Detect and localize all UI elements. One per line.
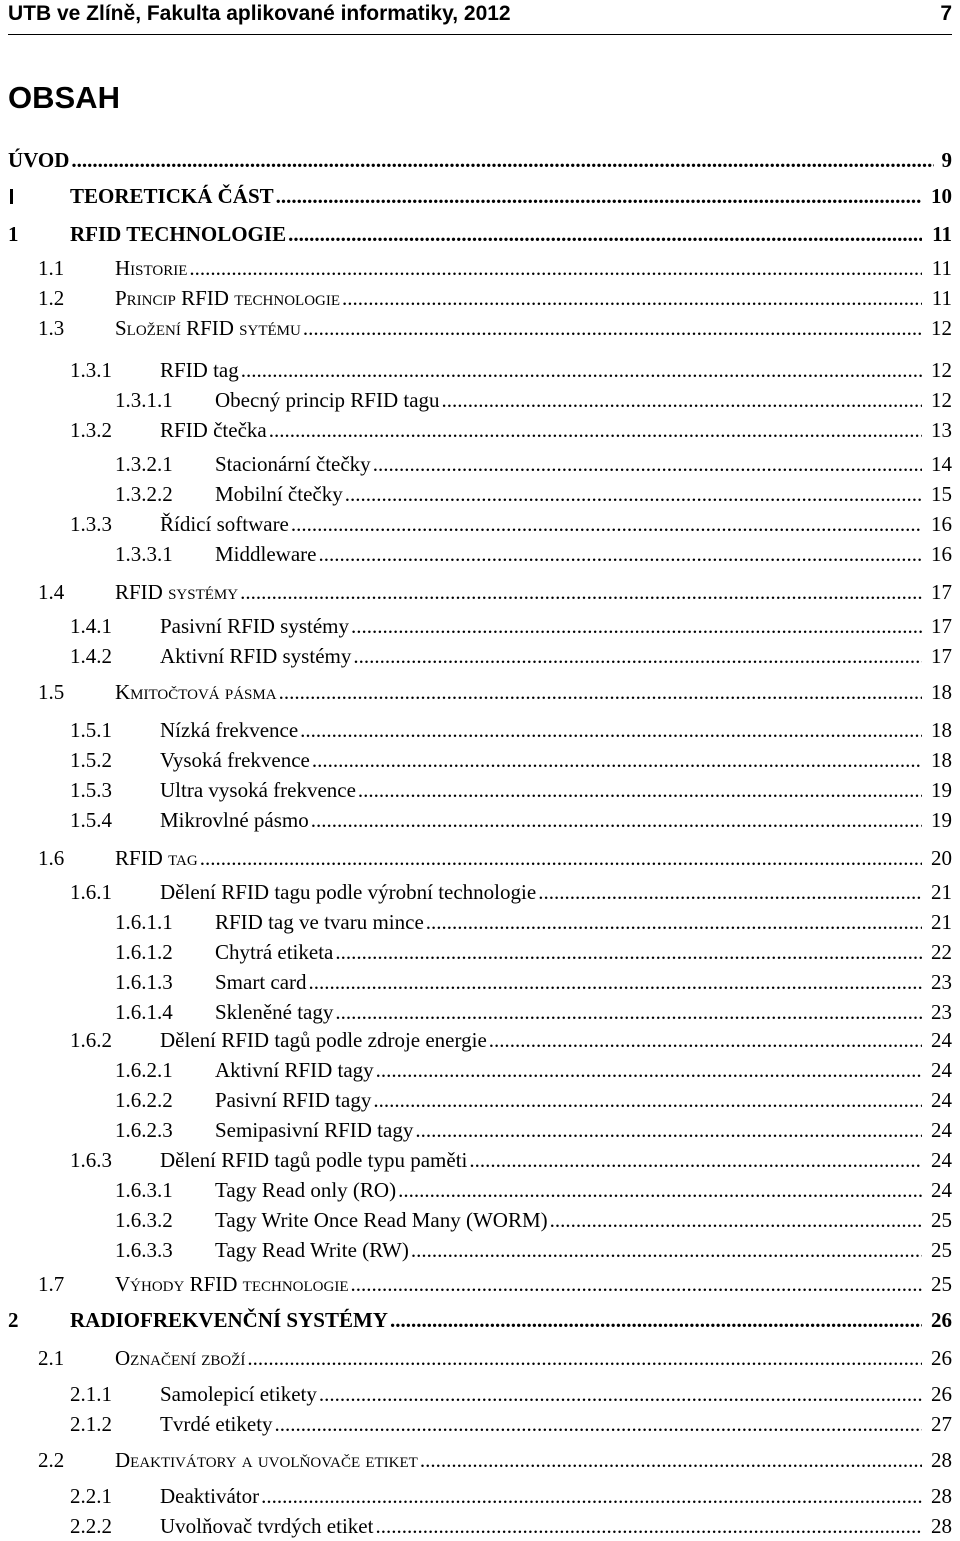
- toc-entry-title: RFID systémy: [115, 580, 239, 604]
- toc-dot-leader: [300, 715, 922, 745]
- toc-dot-leader: [442, 385, 922, 415]
- toc-entry-page: 28: [931, 1484, 952, 1508]
- toc-entry-page: 27: [931, 1412, 952, 1436]
- toc-entry[interactable]: [0, 967, 952, 997]
- toc-entry[interactable]: [0, 715, 952, 745]
- toc-entry-number: 1.6.1.2: [115, 940, 173, 964]
- toc-entry-number: 1.6.1.1: [115, 910, 173, 934]
- toc-entry-title: Tvrdé etikety: [160, 1412, 273, 1436]
- toc-dot-leader: [311, 805, 922, 835]
- toc-entry-number: 1.3.1.1: [115, 388, 173, 412]
- toc-entry-title: Samolepicí etikety: [160, 1382, 317, 1406]
- toc-entry-title: Dělení RFID tagu podle výrobní technologie: [160, 880, 537, 904]
- toc-entry[interactable]: [0, 1235, 952, 1265]
- toc-entry-number: 1.6.2.1: [115, 1058, 173, 1082]
- toc-entry[interactable]: [0, 1205, 952, 1235]
- toc-dot-leader: [261, 1481, 922, 1511]
- toc-entry-page: 17: [931, 580, 952, 604]
- toc-entry-number: 1.3.2.2: [115, 482, 173, 506]
- toc-entry[interactable]: [0, 937, 952, 967]
- toc-entry-number: 1.3.3: [70, 512, 112, 536]
- toc-entry-number: 1.1: [38, 256, 65, 280]
- toc-entry-page: 13: [931, 418, 952, 442]
- toc-entry-page: 24: [931, 1058, 952, 1082]
- toc-entry-title: Nízká frekvence: [160, 718, 299, 742]
- toc-entry-title: Řídicí software: [160, 512, 289, 536]
- toc-entry[interactable]: [0, 745, 952, 775]
- toc-entry[interactable]: [0, 313, 952, 343]
- toc-entry-page: 18: [931, 718, 952, 742]
- toc-entry-number: 2.1: [38, 1346, 65, 1370]
- toc-entry-page: 24: [931, 1088, 952, 1112]
- toc-entry[interactable]: [0, 641, 952, 671]
- toc-dot-leader: [353, 641, 922, 671]
- toc-dot-leader: [241, 355, 922, 385]
- toc-entry-number: 1.4.2: [70, 644, 112, 668]
- toc-entry-title: Skleněné tagy: [215, 1000, 334, 1024]
- toc-dot-leader: [276, 181, 922, 211]
- toc-entry-number: 1.5.4: [70, 808, 112, 832]
- header-page-number: 7: [940, 2, 952, 25]
- toc-dot-leader: [247, 1343, 922, 1373]
- toc-entry-title: RFID čtečka: [160, 418, 267, 442]
- toc-dot-leader: [335, 937, 922, 967]
- toc-entry-page: 15: [931, 482, 952, 506]
- toc-entry-page: 18: [931, 748, 952, 772]
- toc-entry-number: 1.3: [38, 316, 65, 340]
- toc-dot-leader: [288, 219, 922, 249]
- toc-dot-leader: [489, 1025, 922, 1055]
- toc-entry-title: Princip RFID technologie: [115, 286, 341, 310]
- toc-entry[interactable]: [0, 997, 952, 1027]
- toc-entry-page: 23: [931, 1000, 952, 1024]
- toc-entry-number: 1.6.1.3: [115, 970, 173, 994]
- toc-entry-number: [10, 181, 13, 211]
- toc-entry-page: 10: [931, 184, 952, 208]
- page-title: OBSAH: [8, 80, 120, 115]
- toc-entry-page: 19: [931, 808, 952, 832]
- toc-entry-page: 21: [931, 880, 952, 904]
- toc-entry-page: 12: [931, 388, 952, 412]
- toc-entry[interactable]: [0, 415, 952, 445]
- toc-entry-number: 1.7: [38, 1272, 65, 1296]
- toc-entry-number: 1.5.3: [70, 778, 112, 802]
- toc-entry-page: 11: [932, 222, 952, 246]
- toc-entry-number: 2.2.2: [70, 1514, 112, 1538]
- toc-entry-page: 24: [931, 1028, 952, 1052]
- toc-entry-page: 17: [931, 644, 952, 668]
- toc-entry[interactable]: [0, 219, 952, 249]
- toc-entry[interactable]: [0, 449, 952, 479]
- toc-entry-title: Semipasivní RFID tagy: [215, 1118, 414, 1142]
- toc-entry-title: Vysoká frekvence: [160, 748, 310, 772]
- toc-dot-leader: [335, 997, 922, 1027]
- toc-entry[interactable]: [0, 805, 952, 835]
- toc-entry[interactable]: [0, 181, 952, 211]
- toc-dot-leader: [375, 1511, 922, 1541]
- toc-entry-title: Označení zboží: [115, 1346, 246, 1370]
- toc-entry-title: TEORETICKÁ ČÁST: [70, 184, 274, 208]
- toc-entry-title: Tagy Read only (RO): [215, 1178, 397, 1202]
- toc-entry-page: 24: [931, 1148, 952, 1172]
- toc-entry-title: Mikrovlné pásmo: [160, 808, 309, 832]
- toc-entry-page: 18: [931, 680, 952, 704]
- toc-entry-title: Deaktivátory a uvolňovače etiket: [115, 1448, 418, 1472]
- toc-entry-number: 1.3.1: [70, 358, 112, 382]
- toc-entry-title: Pasivní RFID tagy: [215, 1088, 372, 1112]
- toc-dot-leader: [538, 877, 922, 907]
- toc-entry[interactable]: [0, 843, 952, 873]
- toc-entry-number: 1.4.1: [70, 614, 112, 638]
- toc-entry-title: RFID tag: [160, 358, 239, 382]
- toc-entry-title: ÚVOD: [8, 148, 70, 172]
- toc-entry-number: 1.3.2: [70, 418, 112, 442]
- toc-dot-leader: [351, 611, 922, 641]
- toc-entry-number: 1.6.3.2: [115, 1208, 173, 1232]
- toc-dot-leader: [319, 1379, 922, 1409]
- toc-dot-leader: [373, 449, 922, 479]
- toc-entry[interactable]: [0, 1085, 952, 1115]
- toc-entry-title: Složení RFID sytému: [115, 316, 301, 340]
- toc-entry-title: Uvolňovač tvrdých etiket: [160, 1514, 374, 1538]
- toc-dot-leader: [240, 577, 922, 607]
- toc-entry[interactable]: [0, 1409, 952, 1439]
- toc-entry-page: 26: [931, 1382, 952, 1406]
- toc-entry-title: Obecný princip RFID tagu: [215, 388, 440, 412]
- toc-entry[interactable]: [0, 1025, 952, 1055]
- toc-entry-title: Dělení RFID tagů podle zdroje energie: [160, 1028, 487, 1052]
- page-header: [8, 0, 952, 35]
- toc-entry-title: Aktivní RFID systémy: [160, 644, 352, 668]
- toc-entry-title: RFID tag: [115, 846, 198, 870]
- toc-entry-number: 1.6.1: [70, 880, 112, 904]
- toc-dot-leader: [71, 145, 934, 175]
- toc-entry-number: 1.6: [38, 846, 65, 870]
- toc-entry-title: Chytrá etiketa: [215, 940, 334, 964]
- toc-entry-page: 26: [931, 1308, 952, 1332]
- toc-entry-title: Aktivní RFID tagy: [215, 1058, 374, 1082]
- toc-entry-number: 2.2: [38, 1448, 65, 1472]
- toc-entry-title: Ultra vysoká frekvence: [160, 778, 356, 802]
- toc-dot-leader: [318, 539, 922, 569]
- toc-entry[interactable]: [0, 907, 952, 937]
- toc-entry-page: 24: [931, 1178, 952, 1202]
- toc-dot-leader: [376, 1055, 922, 1085]
- toc-entry-title: Pasivní RFID systémy: [160, 614, 350, 638]
- toc-entry-page: 23: [931, 970, 952, 994]
- toc-dot-leader: [411, 1235, 922, 1265]
- toc-entry-page: 28: [931, 1448, 952, 1472]
- toc-entry-number: 1.5: [38, 680, 65, 704]
- toc-entry-number: 1.6.1.4: [115, 1000, 173, 1024]
- toc-entry-number: 2.2.1: [70, 1484, 112, 1508]
- toc-entry[interactable]: [0, 283, 952, 313]
- toc-entry-number: 2: [8, 1308, 19, 1332]
- toc-dot-leader: [291, 509, 922, 539]
- toc-entry-page: 11: [931, 256, 952, 280]
- toc-entry-number: 1.6.2: [70, 1028, 112, 1052]
- toc-entry[interactable]: [0, 1305, 952, 1335]
- toc-entry-title: Stacionární čtečky: [215, 452, 371, 476]
- toc-entry[interactable]: [0, 509, 952, 539]
- toc-entry-title: Smart card: [215, 970, 307, 994]
- toc-entry-page: 21: [931, 910, 952, 934]
- toc-entry-title: RADIOFREKVENČNÍ SYSTÉMY: [70, 1308, 388, 1332]
- toc-entry[interactable]: [0, 253, 952, 283]
- toc-entry-page: 24: [931, 1118, 952, 1142]
- toc-entry[interactable]: [0, 1175, 952, 1205]
- toc-entry-page: 26: [931, 1346, 952, 1370]
- toc-entry-title: Middleware: [215, 542, 317, 566]
- toc-entry-number: 1: [8, 222, 19, 246]
- toc-entry[interactable]: [0, 145, 952, 175]
- toc-entry-title: Dělení RFID tagů podle typu paměti: [160, 1148, 468, 1172]
- toc-entry-page: 17: [931, 614, 952, 638]
- toc-dot-leader: [309, 967, 922, 997]
- toc-entry[interactable]: [0, 1445, 952, 1475]
- toc-dot-leader: [275, 1409, 922, 1439]
- toc-entry[interactable]: [0, 877, 952, 907]
- toc-dot-leader: [351, 1269, 923, 1299]
- toc-entry-number: 1.3.2.1: [115, 452, 173, 476]
- toc-dot-leader: [303, 313, 922, 343]
- toc-entry-number: 1.5.1: [70, 718, 112, 742]
- toc-entry-page: 12: [931, 316, 952, 340]
- toc-entry-page: 16: [931, 542, 952, 566]
- toc-entry-number: 1.4: [38, 580, 65, 604]
- toc-entry[interactable]: [0, 677, 952, 707]
- toc-entry-page: 14: [931, 452, 952, 476]
- toc-entry-number: 1.6.3.1: [115, 1178, 173, 1202]
- toc-entry-number: 1.6.2.2: [115, 1088, 173, 1112]
- toc-entry-number: 2.1.2: [70, 1412, 112, 1436]
- toc-entry-title: Deaktivátor: [160, 1484, 260, 1508]
- toc-entry-page: 25: [931, 1208, 952, 1232]
- toc-dot-leader: [279, 677, 922, 707]
- toc-entry-page: 25: [931, 1272, 952, 1296]
- toc-dot-leader: [390, 1305, 922, 1335]
- toc-entry-page: 20: [931, 846, 952, 870]
- toc-entry-title: RFID TECHNOLOGIE: [70, 222, 287, 246]
- toc-entry-page: 19: [931, 778, 952, 802]
- toc-entry-page: 11: [931, 286, 952, 310]
- toc-dot-leader: [415, 1115, 922, 1145]
- toc-dot-leader: [469, 1145, 922, 1175]
- toc-dot-leader: [189, 253, 922, 283]
- toc-entry[interactable]: [0, 1511, 952, 1541]
- toc-entry[interactable]: [0, 1269, 952, 1299]
- toc-entry-page: 28: [931, 1514, 952, 1538]
- toc-entry[interactable]: [0, 385, 952, 415]
- toc-entry-number: 2.1.1: [70, 1382, 112, 1406]
- toc-dot-leader: [373, 1085, 922, 1115]
- toc-dot-leader: [200, 843, 922, 873]
- toc-entry-page: 16: [931, 512, 952, 536]
- toc-dot-leader: [426, 907, 922, 937]
- toc-entry-number: 1.5.2: [70, 748, 112, 772]
- toc-dot-leader: [398, 1175, 922, 1205]
- header-title: UTB ve Zlíně, Fakulta aplikované informatiky, 2012: [8, 2, 511, 25]
- toc-entry-title: Mobilní čtečky: [215, 482, 343, 506]
- toc-entry-title: Tagy Read Write (RW): [215, 1238, 409, 1262]
- toc-entry-number: 1.6.2.3: [115, 1118, 173, 1142]
- toc-entry-number: 1.3.3.1: [115, 542, 173, 566]
- toc-entry-number: 1.6.3: [70, 1148, 112, 1172]
- toc-entry-number: 1.2: [38, 286, 65, 310]
- toc-entry[interactable]: [0, 1055, 952, 1085]
- toc-dot-leader: [358, 775, 922, 805]
- toc-dot-leader: [345, 479, 922, 509]
- toc-entry-title: Historie: [115, 256, 188, 280]
- toc-dot-leader: [420, 1445, 922, 1475]
- toc-entry[interactable]: [0, 611, 952, 641]
- toc-entry-page: 12: [931, 358, 952, 382]
- toc-entry[interactable]: [0, 1145, 952, 1175]
- toc-entry[interactable]: [0, 1343, 952, 1373]
- toc-entry-page: 22: [931, 940, 952, 964]
- toc-entry-page: 25: [931, 1238, 952, 1262]
- toc-dot-leader: [269, 415, 922, 445]
- toc-entry-title: Tagy Write Once Read Many (WORM): [215, 1208, 548, 1232]
- toc-entry[interactable]: [0, 1115, 952, 1145]
- toc-dot-leader: [312, 745, 922, 775]
- toc-entry-page: 9: [941, 148, 952, 172]
- toc-entry[interactable]: [0, 1481, 952, 1511]
- toc-entry-number: 1.6.3.3: [115, 1238, 173, 1262]
- toc-entry[interactable]: [0, 1379, 952, 1409]
- toc-dot-leader: [550, 1205, 922, 1235]
- toc-dot-leader: [342, 283, 922, 313]
- toc-entry[interactable]: [0, 577, 952, 607]
- toc-entry-title: RFID tag ve tvaru mince: [215, 910, 424, 934]
- toc-entry[interactable]: [0, 479, 952, 509]
- toc-entry[interactable]: [0, 775, 952, 805]
- toc-entry[interactable]: [0, 355, 952, 385]
- toc-entry-title: Kmitočtová pásma: [115, 680, 277, 704]
- toc-entry[interactable]: [0, 539, 952, 569]
- toc-entry-title: Výhody RFID technologie: [115, 1272, 349, 1296]
